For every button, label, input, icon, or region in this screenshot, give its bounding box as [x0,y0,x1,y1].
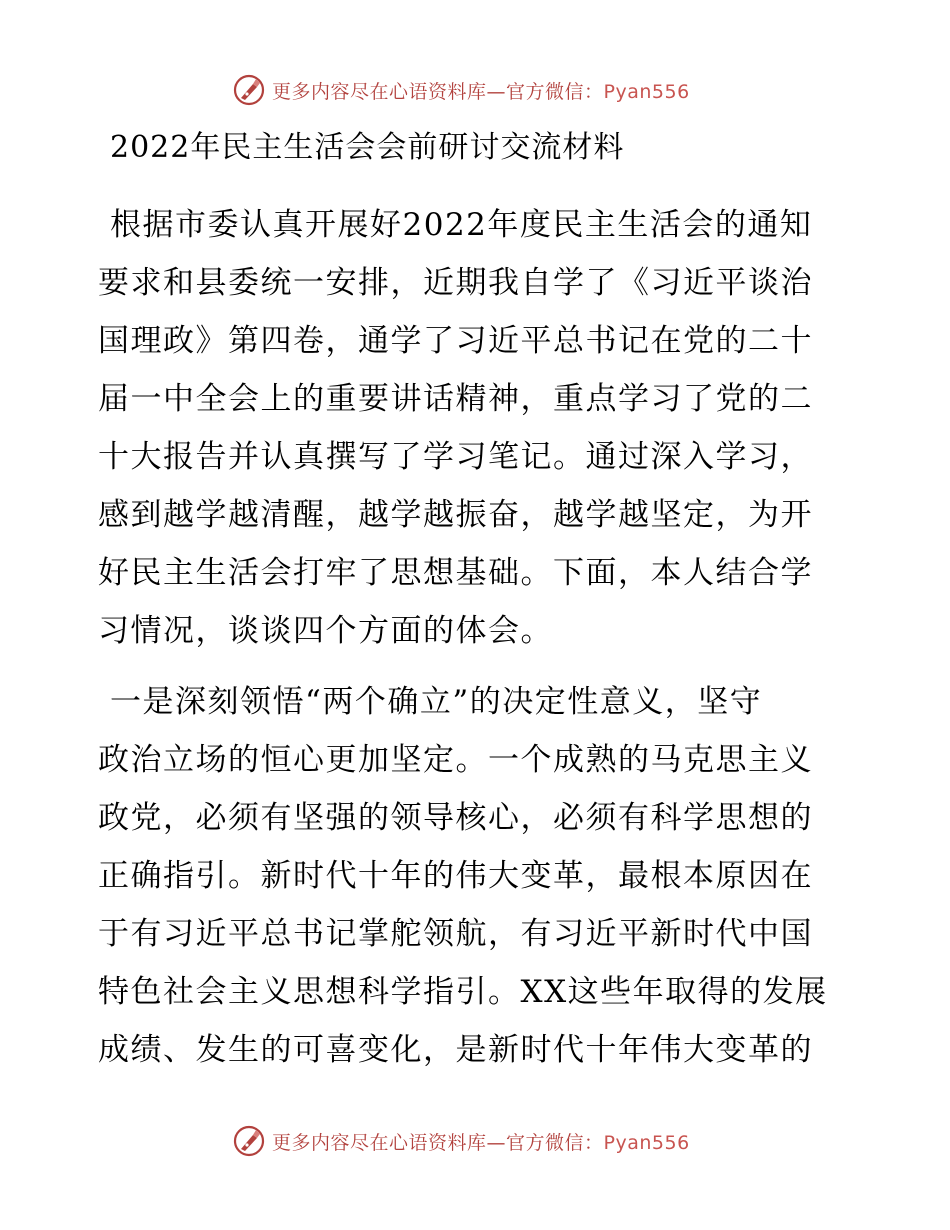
watermark-label: 更多内容尽在心语资料库—官方微信： [272,80,604,103]
pen-nib-logo-icon [232,73,266,107]
paragraph-line: 要求和县委统一安排，近期我自学了《习近平谈治 [98,265,813,301]
watermark-text [272,1128,690,1155]
watermark-id: Pyan556 [603,1131,690,1154]
paragraph-line: 十大报告并认真撰写了学习笔记。通过深入学习， [98,439,813,475]
paragraph-line: 于有习近平总书记掌舵领航，有习近平新时代中国 [98,916,813,952]
paragraph-line: 国理政》第四卷，通学了习近平总书记在党的二十 [98,323,813,359]
header-watermark [232,73,690,107]
paragraph-line: 届一中全会上的重要讲话精神，重点学习了党的二 [98,381,813,417]
paragraph-line: 感到越学越清醒，越学越振奋，越学越坚定，为开 [98,497,813,533]
paragraph-line: 好民主生活会打牢了思想基础。下面，本人结合学 [98,555,813,591]
paragraph-line: 政党，必须有坚强的领导核心，必须有科学思想的 [98,800,813,836]
paragraph-line: 习情况，谈谈四个方面的体会。 [98,613,553,649]
footer-watermark [232,1124,690,1158]
document-title: 2022年民主生活会会前研讨交流材料 [110,130,625,165]
watermark-id: Pyan556 [603,80,690,103]
watermark-text [272,77,690,104]
paragraph-intro [98,196,858,660]
paragraph-line: 特色社会主义思想科学指引。XX这些年取得的发展 [98,974,828,1010]
paragraph-line: 政治立场的恒心更加坚定。一个成熟的马克思主义 [98,742,813,778]
paragraph-line: 成绩、发生的可喜变化，是新时代十年伟大变革的 [98,1032,813,1068]
watermark-label: 更多内容尽在心语资料库—官方微信： [272,1131,604,1154]
pen-nib-logo-icon [232,1124,266,1158]
paragraph-line: 正确指引。新时代十年的伟大变革，最根本原因在 [98,858,813,894]
paragraph-line: 根据市委认真开展好2022年度民主生活会的通知 [110,207,813,243]
paragraph-point-one [98,673,858,1079]
paragraph-line: 一是深刻领悟“两个确立”的决定性意义，坚守 [110,684,763,720]
